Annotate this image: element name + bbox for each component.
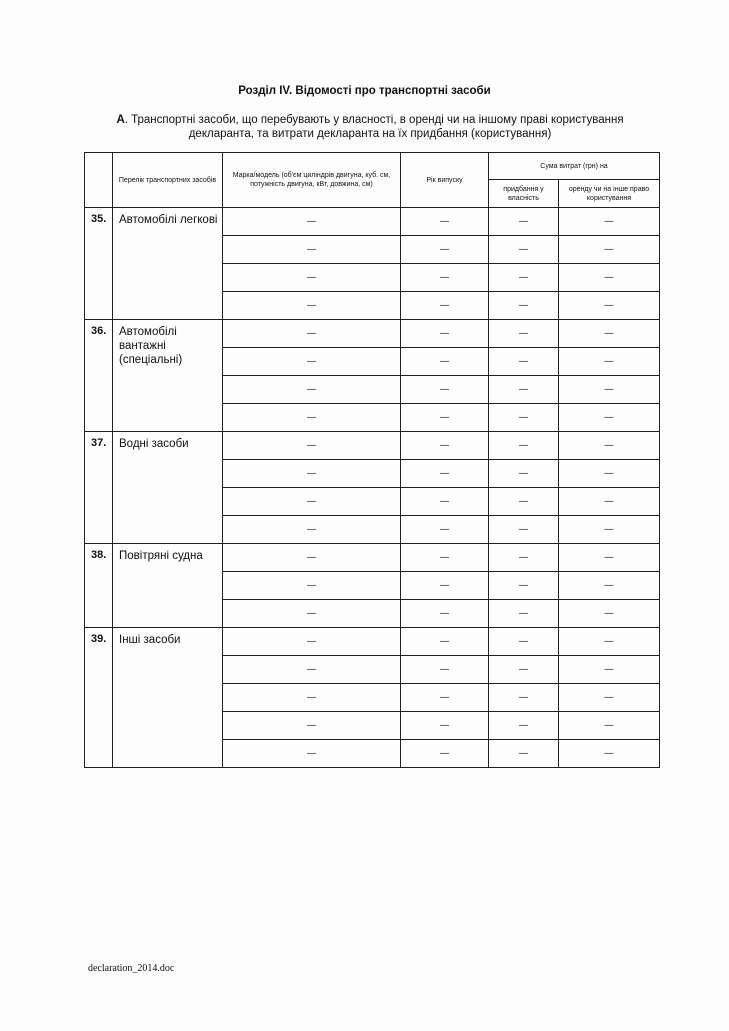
cell-year: — [401, 684, 489, 712]
cell-model: — [223, 236, 401, 264]
cell-own: — [489, 628, 559, 656]
subsection-text: . Транспортні засоби, що перебувають у власності, в оренді чи на іншому праві користування декларанта, та витрати декларанта на їх придбання (користування) [124, 114, 624, 140]
cell-lease: — [559, 432, 660, 460]
cell-model: — [223, 516, 401, 544]
header-num [85, 153, 113, 208]
section-title: Розділ IV. Відомості про транспортні засоби [238, 85, 491, 97]
cell-lease: — [559, 628, 660, 656]
cell-year: — [401, 600, 489, 628]
cell-model: — [223, 656, 401, 684]
table-row [85, 432, 660, 460]
cell-own: — [489, 572, 559, 600]
cell-year: — [401, 432, 489, 460]
cell-own: — [489, 740, 559, 768]
group-number: 37. [85, 432, 113, 544]
cell-year: — [401, 488, 489, 516]
cell-own: — [489, 348, 559, 376]
cell-lease: — [559, 376, 660, 404]
cell-lease: — [559, 236, 660, 264]
cell-model: — [223, 348, 401, 376]
cell-own: — [489, 236, 559, 264]
cell-lease: — [559, 712, 660, 740]
cell-own: — [489, 544, 559, 572]
cell-own: — [489, 712, 559, 740]
cell-year: — [401, 320, 489, 348]
cell-model: — [223, 404, 401, 432]
cell-year: — [401, 236, 489, 264]
cell-model: — [223, 376, 401, 404]
cell-year: — [401, 712, 489, 740]
cell-model: — [223, 740, 401, 768]
cell-model: — [223, 320, 401, 348]
cell-year: — [401, 348, 489, 376]
group-number: 39. [85, 628, 113, 768]
cell-model: — [223, 292, 401, 320]
cell-model: — [223, 684, 401, 712]
header-sum: Сума витрат (грн) на [489, 153, 660, 180]
cell-lease: — [559, 684, 660, 712]
cell-model: — [223, 600, 401, 628]
cell-lease: — [559, 488, 660, 516]
cell-lease: — [559, 292, 660, 320]
footer-filename: declaration_2014.doc [88, 963, 175, 974]
header-lease: оренду чи на інше право користування [559, 180, 660, 208]
table-row [85, 320, 660, 348]
cell-year: — [401, 460, 489, 488]
group-number: 36. [85, 320, 113, 432]
group-name: Автомобілі вантажні (спеціальні) [113, 320, 223, 432]
cell-year: — [401, 264, 489, 292]
group-number: 35. [85, 208, 113, 320]
cell-lease: — [559, 320, 660, 348]
cell-own: — [489, 404, 559, 432]
cell-model: — [223, 208, 401, 236]
cell-lease: — [559, 656, 660, 684]
header-year: Рік випуску [401, 153, 489, 208]
cell-year: — [401, 404, 489, 432]
cell-year: — [401, 544, 489, 572]
vehicles-table [84, 152, 660, 768]
header-own: придбання у власність [489, 180, 559, 208]
header-list: Перелік транспортних засобів [113, 153, 223, 208]
cell-model: — [223, 460, 401, 488]
cell-own: — [489, 208, 559, 236]
cell-lease: — [559, 348, 660, 376]
cell-own: — [489, 656, 559, 684]
cell-lease: — [559, 404, 660, 432]
cell-year: — [401, 208, 489, 236]
table-row [85, 208, 660, 236]
cell-model: — [223, 572, 401, 600]
cell-model: — [223, 628, 401, 656]
cell-own: — [489, 376, 559, 404]
group-name: Інші засоби [113, 628, 223, 768]
cell-lease: — [559, 740, 660, 768]
cell-model: — [223, 544, 401, 572]
cell-lease: — [559, 460, 660, 488]
cell-year: — [401, 376, 489, 404]
group-name: Автомобілі легкові [113, 208, 223, 320]
cell-lease: — [559, 600, 660, 628]
cell-own: — [489, 264, 559, 292]
cell-lease: — [559, 544, 660, 572]
cell-year: — [401, 740, 489, 768]
cell-year: — [401, 628, 489, 656]
cell-lease: — [559, 208, 660, 236]
group-name: Повітряні судна [113, 544, 223, 628]
cell-own: — [489, 292, 559, 320]
cell-model: — [223, 432, 401, 460]
group-number: 38. [85, 544, 113, 628]
cell-own: — [489, 600, 559, 628]
cell-year: — [401, 656, 489, 684]
header-model: Марка/модель (об'єм циліндрів двигуна, куб. см, потужність двигуна, кВт, довжина, см) [223, 153, 401, 208]
subsection-letter: А [116, 114, 125, 126]
cell-model: — [223, 488, 401, 516]
cell-own: — [489, 320, 559, 348]
table-row [85, 544, 660, 572]
cell-own: — [489, 432, 559, 460]
cell-lease: — [559, 516, 660, 544]
subsection-title [100, 113, 640, 141]
cell-lease: — [559, 264, 660, 292]
cell-own: — [489, 684, 559, 712]
group-name: Водні засоби [113, 432, 223, 544]
cell-year: — [401, 516, 489, 544]
cell-lease: — [559, 572, 660, 600]
cell-year: — [401, 572, 489, 600]
cell-own: — [489, 460, 559, 488]
table-row [85, 628, 660, 656]
cell-own: — [489, 488, 559, 516]
cell-model: — [223, 712, 401, 740]
cell-model: — [223, 264, 401, 292]
cell-own: — [489, 516, 559, 544]
cell-year: — [401, 292, 489, 320]
